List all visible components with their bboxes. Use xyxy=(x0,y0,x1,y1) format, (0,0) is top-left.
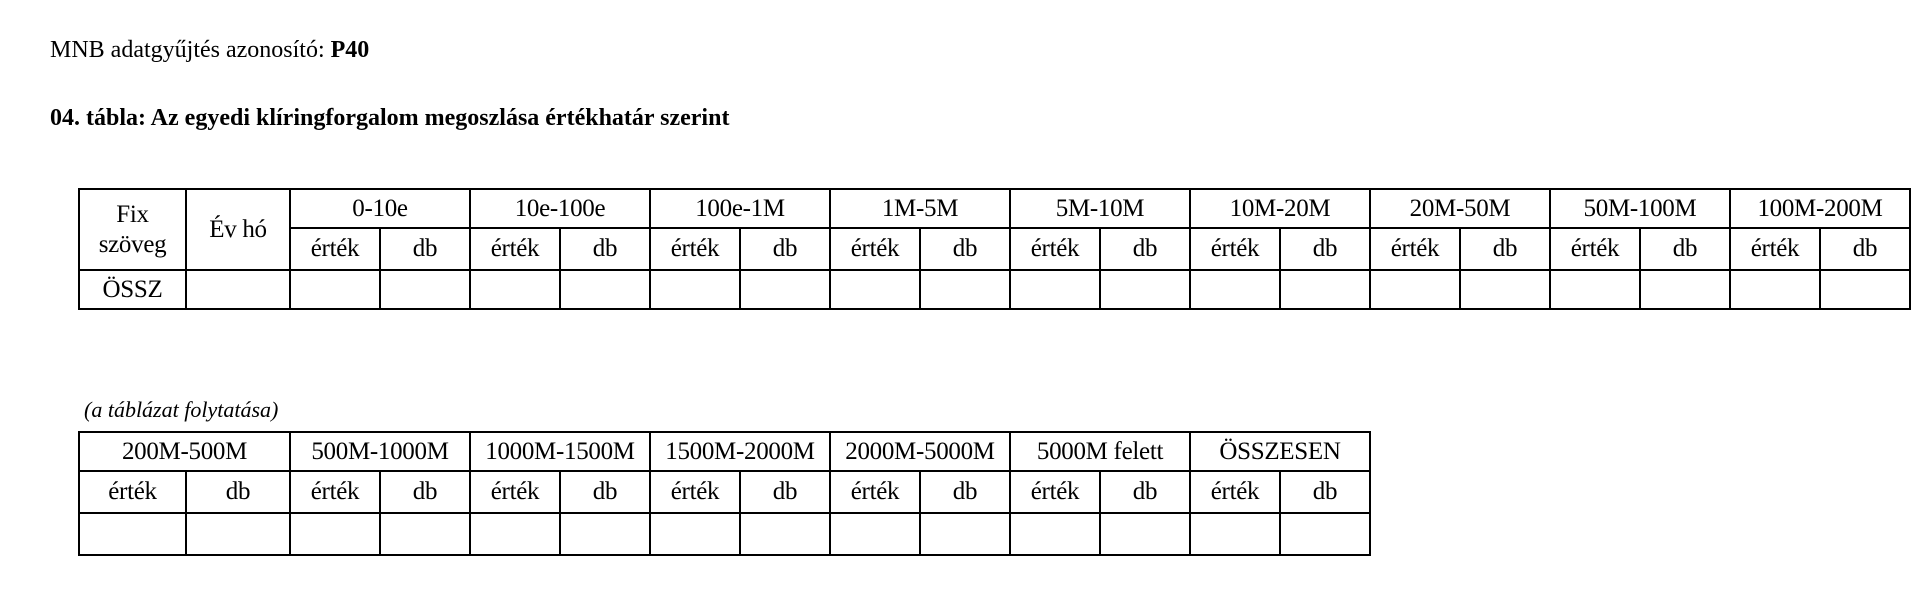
value-subheader: érték xyxy=(470,228,560,270)
count-subheader: db xyxy=(920,228,1010,270)
year-month-header: Év hó xyxy=(186,189,290,270)
table-cell xyxy=(1370,270,1460,309)
subheader-row xyxy=(79,228,1910,270)
count-subheader: db xyxy=(1100,228,1190,270)
range-header-row xyxy=(79,189,1910,228)
table-cell xyxy=(560,270,650,309)
range-header: 500M-1000M xyxy=(290,432,470,471)
count-subheader: db xyxy=(1280,471,1370,513)
table-cell xyxy=(380,270,470,309)
count-subheader: db xyxy=(740,471,830,513)
value-subheader: érték xyxy=(79,471,186,513)
fix-text-header xyxy=(79,189,186,270)
table-cell xyxy=(740,513,830,555)
range-header: 100M-200M xyxy=(1730,189,1910,228)
table-cell xyxy=(650,513,740,555)
table-cell xyxy=(380,513,470,555)
table-cell xyxy=(740,270,830,309)
table-cell xyxy=(1190,513,1280,555)
range-header: ÖSSZESEN xyxy=(1190,432,1370,471)
table-cell xyxy=(1460,270,1550,309)
range-header: 10e-100e xyxy=(470,189,650,228)
count-subheader: db xyxy=(1100,471,1190,513)
distribution-table-continued xyxy=(78,431,1371,556)
table-cell xyxy=(650,270,740,309)
table-cell xyxy=(830,270,920,309)
subheader-row xyxy=(79,471,1370,513)
value-subheader: érték xyxy=(1370,228,1460,270)
table-cell xyxy=(1010,270,1100,309)
range-header: 50M-100M xyxy=(1550,189,1730,228)
table-cell xyxy=(186,270,290,309)
value-subheader: érték xyxy=(290,471,380,513)
table-cell xyxy=(470,513,560,555)
value-subheader: érték xyxy=(290,228,380,270)
count-subheader: db xyxy=(186,471,290,513)
count-subheader: db xyxy=(1820,228,1910,270)
table-cell xyxy=(1730,270,1820,309)
range-header: 200M-500M xyxy=(79,432,290,471)
count-subheader: db xyxy=(1460,228,1550,270)
range-header: 5000M felett xyxy=(1010,432,1190,471)
range-header: 2000M-5000M xyxy=(830,432,1010,471)
count-subheader: db xyxy=(1280,228,1370,270)
collection-id-code: P40 xyxy=(330,37,370,63)
collection-id-line xyxy=(50,30,369,70)
table-cell xyxy=(1100,270,1190,309)
count-subheader: db xyxy=(560,471,650,513)
value-subheader: érték xyxy=(470,471,560,513)
count-subheader: db xyxy=(920,471,1010,513)
value-subheader: érték xyxy=(1550,228,1640,270)
table-cell xyxy=(1640,270,1730,309)
count-subheader: db xyxy=(380,228,470,270)
table-cell xyxy=(560,513,650,555)
table-cell xyxy=(920,270,1010,309)
value-subheader: érték xyxy=(1010,228,1100,270)
table-cell xyxy=(1280,270,1370,309)
table-cell xyxy=(1550,270,1640,309)
value-subheader: érték xyxy=(650,228,740,270)
value-subheader: érték xyxy=(1730,228,1820,270)
value-subheader: érték xyxy=(1010,471,1100,513)
count-subheader: db xyxy=(560,228,650,270)
range-header: 0-10e xyxy=(290,189,470,228)
data-row xyxy=(79,513,1370,555)
range-header: 1M-5M xyxy=(830,189,1010,228)
table-cell xyxy=(920,513,1010,555)
range-header: 10M-20M xyxy=(1190,189,1370,228)
range-header-row xyxy=(79,432,1370,471)
table-cell xyxy=(290,270,380,309)
fix-text-line1: Fix xyxy=(116,200,149,228)
value-subheader: érték xyxy=(1190,228,1280,270)
fix-text-line2: szöveg xyxy=(98,230,167,258)
range-header: 5M-10M xyxy=(1010,189,1190,228)
value-subheader: érték xyxy=(1190,471,1280,513)
range-header: 1000M-1500M xyxy=(470,432,650,471)
table-cell xyxy=(186,513,290,555)
total-row xyxy=(79,270,1910,309)
value-subheader: érték xyxy=(830,228,920,270)
range-header: 1500M-2000M xyxy=(650,432,830,471)
distribution-table xyxy=(78,188,1911,310)
value-subheader: érték xyxy=(650,471,740,513)
table-cell xyxy=(1820,270,1910,309)
table-cell xyxy=(1280,513,1370,555)
table-cell xyxy=(79,513,186,555)
value-subheader: érték xyxy=(830,471,920,513)
count-subheader: db xyxy=(380,471,470,513)
table-cell xyxy=(1190,270,1280,309)
table-cell xyxy=(830,513,920,555)
collection-id-label: MNB adatgyűjtés azonosító: xyxy=(50,37,325,63)
table-title: 04. tábla: Az egyedi klíringforgalom megoszlása értékhatár szerint xyxy=(50,105,730,131)
table-cell xyxy=(470,270,560,309)
range-header: 20M-50M xyxy=(1370,189,1550,228)
table-cell xyxy=(1010,513,1100,555)
count-subheader: db xyxy=(1640,228,1730,270)
table-cell xyxy=(290,513,380,555)
table-cell xyxy=(1100,513,1190,555)
count-subheader: db xyxy=(740,228,830,270)
continuation-note: (a táblázat folytatása) xyxy=(84,397,279,422)
range-header: 100e-1M xyxy=(650,189,830,228)
total-row-label: ÖSSZ xyxy=(79,270,186,309)
